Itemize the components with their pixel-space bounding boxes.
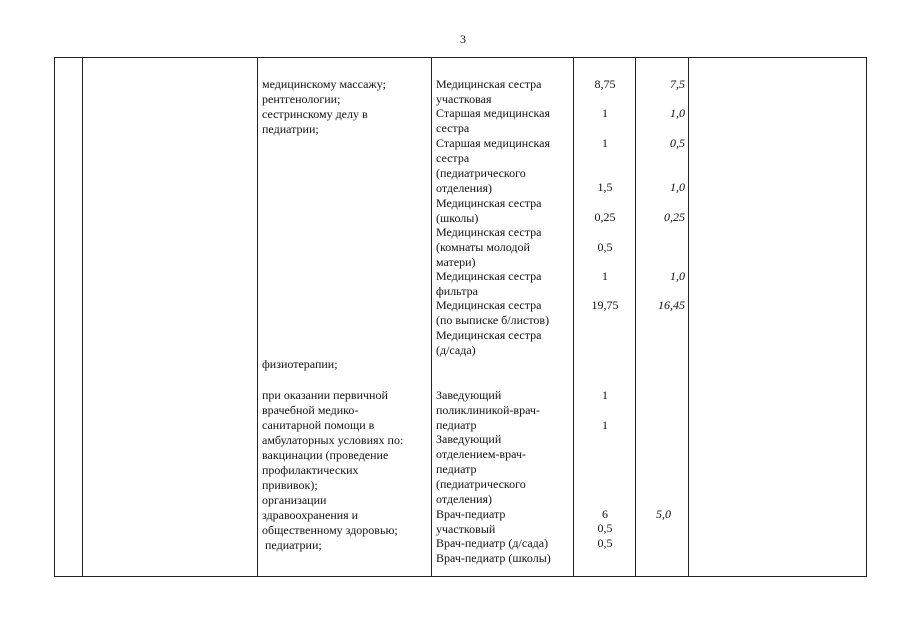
position-line: Медицинская сестра — [436, 298, 542, 312]
position-2 — [436, 106, 550, 136]
activity-line: вакцинации (проведение — [262, 448, 389, 462]
activity-line: врачебной медико- — [262, 403, 359, 417]
activity-line: здравоохранения и — [262, 508, 359, 522]
position-line: сестра — [436, 151, 470, 165]
activity-line: профилактических — [262, 463, 359, 477]
position-line: Старшая медицинская — [436, 106, 551, 120]
page-number: 3 — [460, 32, 466, 46]
activity-line: при оказании первичной — [262, 388, 388, 402]
position-line: Медицинская сестра — [436, 225, 542, 239]
activity-line: санитарной помощи в — [262, 418, 375, 432]
position-4 — [436, 196, 541, 226]
staff-value: 1,5 — [597, 180, 613, 194]
staff-value: 1 — [602, 388, 608, 402]
activity-line: прививок); — [262, 478, 318, 492]
occupied-value: 0,25 — [664, 210, 685, 224]
position-line: отделением-врач- — [436, 447, 526, 461]
position-1 — [436, 77, 541, 107]
position-line: сестра — [436, 121, 470, 135]
position-line: Врач-педиатр (д/сада) — [436, 536, 549, 550]
position-6 — [436, 269, 541, 299]
staff-value: 1 — [602, 418, 608, 432]
staff-value: 6 — [602, 507, 608, 521]
position-13 — [436, 551, 551, 566]
activity-line: медицинскому массажу; — [262, 77, 386, 91]
position-line: Медицинская сестра — [436, 77, 542, 91]
occupied-value: 1,0 — [670, 269, 685, 283]
occupied-value: 7,5 — [670, 77, 685, 91]
staff-value: 0,5 — [597, 536, 613, 550]
staff-units-column — [573, 58, 635, 576]
occupied-value: 1,0 — [670, 180, 685, 194]
column-divider-6 — [688, 58, 689, 576]
position-line: (комнаты молодой — [436, 240, 530, 254]
staff-value: 0,5 — [597, 240, 613, 254]
column-divider-1 — [82, 58, 83, 576]
activity-line: организации — [262, 493, 327, 507]
position-12 — [436, 536, 548, 551]
position-line: педиатр — [436, 418, 477, 432]
column-divider-2 — [257, 58, 258, 576]
position-line: участковый — [436, 522, 496, 536]
position-8 — [436, 328, 541, 358]
position-line: Заведующий — [436, 432, 502, 446]
position-line: отделения) — [436, 181, 493, 195]
activity-line: общественному здоровью; — [262, 523, 398, 537]
position-line: фильтра — [436, 284, 478, 298]
position-line: (д/сада) — [436, 343, 476, 357]
occupied-value: 0,5 — [670, 136, 685, 150]
position-11 — [436, 507, 505, 537]
activity-line: педиатрии; — [262, 538, 322, 552]
staff-value: 1 — [602, 136, 608, 150]
position-line: (школы) — [436, 211, 479, 225]
activity-line: физиотерапии; — [262, 357, 338, 371]
occupied-value: 16,45 — [658, 298, 685, 312]
staff-value: 1 — [602, 269, 608, 283]
position-line: Медицинская сестра — [436, 269, 542, 283]
position-line: Врач-педиатр — [436, 507, 506, 521]
position-line: Заведующий — [436, 388, 502, 402]
activity-block-2 — [262, 357, 338, 372]
staff-value: 19,75 — [591, 298, 619, 312]
column-divider-3 — [431, 58, 432, 576]
position-line: (педиатрического — [436, 166, 526, 180]
position-line: матери) — [436, 255, 476, 269]
staff-value: 0,5 — [597, 521, 613, 535]
position-line: поликлиникой-врач- — [436, 403, 540, 417]
occupied-units-column — [635, 58, 688, 576]
position-10 — [436, 432, 526, 507]
staff-value: 0,25 — [594, 210, 616, 224]
activity-block-3 — [262, 388, 403, 553]
activity-line: амбулаторных условиях по: — [262, 433, 404, 447]
activity-block-1 — [262, 77, 386, 137]
position-9 — [436, 388, 540, 433]
position-line: Медицинская сестра — [436, 328, 542, 342]
position-line: участковая — [436, 92, 492, 106]
activity-line: рентгенологии; — [262, 92, 341, 106]
activity-line: сестринскому делу в — [262, 107, 368, 121]
occupied-value: 1,0 — [670, 106, 685, 120]
staff-value: 8,75 — [594, 77, 616, 91]
position-line: педиатр — [436, 462, 477, 476]
activity-line: педиатрии; — [262, 122, 319, 136]
position-line: Старшая медицинская — [436, 136, 551, 150]
staff-value: 1 — [602, 106, 608, 120]
position-3 — [436, 136, 550, 196]
position-line: (по выписке б/листов) — [436, 313, 550, 327]
position-line: (педиатрического — [436, 477, 526, 491]
position-line: отделения) — [436, 492, 493, 506]
position-5 — [436, 225, 541, 270]
staffing-table — [54, 57, 867, 577]
position-line: Врач-педиатр (школы) — [436, 551, 551, 565]
position-line: Медицинская сестра — [436, 196, 542, 210]
occupied-value: 5,0 — [656, 507, 671, 521]
position-7 — [436, 298, 549, 328]
